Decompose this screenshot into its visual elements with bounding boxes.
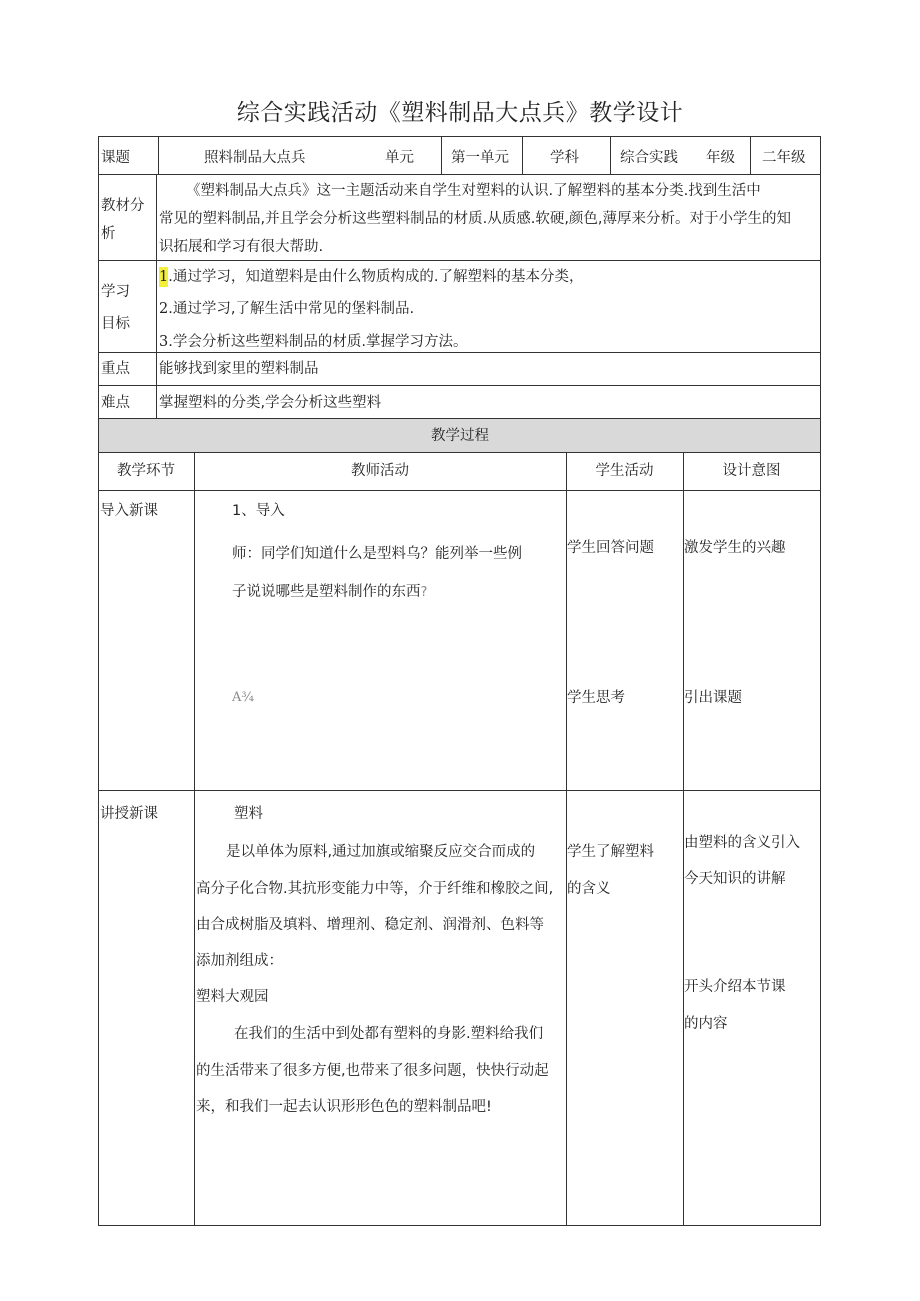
teacher-text-line: 由合成树脂及填料、增理剂、稳定剂、润滑剂、色料等 — [196, 917, 544, 933]
design-intent: 开头介绍本节课 — [684, 979, 786, 995]
analysis-label-line1: 教材分 — [101, 198, 145, 214]
objectives-label-line2: 目标 — [101, 316, 130, 332]
difficulty-label: 难点 — [101, 395, 130, 411]
objective-item: 3.学会分析这些塑料制品的材质.掌握学习方法。 — [159, 334, 468, 350]
design-intent: 激发学生的兴趣 — [684, 540, 786, 556]
analysis-label-line2: 析 — [101, 226, 116, 242]
design-intent: 引出课题 — [684, 690, 742, 706]
process-header: 教学过程 — [431, 428, 489, 444]
column-header-stage: 教学环节 — [117, 463, 175, 479]
table-rule — [156, 174, 157, 419]
key-point-label: 重点 — [101, 361, 130, 377]
column-header-intent: 设计意图 — [722, 463, 781, 479]
teacher-text-line: 师：同学们知道什么是型料乌？能列举一些例 — [232, 546, 522, 562]
teacher-text-line: 来，和我们一起去认识形形色色的塑料制品吧! — [196, 1099, 492, 1115]
unit-value: 第一单元 — [451, 150, 509, 166]
analysis-text-line3: 识拓展和学习有很大帮助. — [159, 239, 324, 255]
student-activity: 学生了解塑料 — [567, 844, 654, 860]
analysis-text-line1: 《塑料制品大点兵》这一主题活动来自学生对塑料的认识.了解塑料的基本分类.找到生活中 — [186, 183, 761, 199]
table-rule — [98, 1225, 821, 1226]
page-title: 综合实践活动《塑料制品大点兵》教学设计 — [236, 100, 684, 126]
difficulty-text: 掌握塑料的分类,学会分析这些塑料 — [159, 395, 382, 411]
student-activity: 学生思考 — [567, 690, 625, 706]
table-rule — [98, 790, 821, 791]
unit-label: 单元 — [385, 150, 414, 166]
teacher-text-line: 子说说哪些是塑料制作的东西? — [232, 584, 428, 600]
subject-value: 综合实践 — [620, 150, 678, 166]
table-rule — [98, 352, 821, 353]
teacher-section-title: 塑料大观园 — [196, 989, 269, 1005]
grade-value: 二年级 — [762, 150, 806, 166]
analysis-text-line2: 常见的塑料制品,并且学会分析这些塑料制品的材质.从质感.软硬,颜色,薄厚来分析。对于小学生的知 — [159, 211, 792, 227]
teacher-step: 1、导入 — [232, 503, 285, 519]
table-rule — [750, 136, 751, 174]
design-intent: 的内容 — [684, 1016, 728, 1032]
table-rule — [98, 385, 821, 386]
highlight-marker: 1 — [159, 269, 169, 285]
table-rule — [98, 418, 821, 419]
design-intent: 由塑料的含义引入 — [684, 835, 800, 851]
design-intent: 今天知识的讲解 — [684, 871, 786, 887]
teacher-text-line: 的生活带来了很多方便,也带来了很多问题，快快行动起 — [196, 1063, 549, 1079]
table-rule — [98, 490, 821, 491]
table-rule — [158, 136, 159, 174]
table-rule — [194, 452, 195, 1226]
table-rule — [98, 136, 821, 137]
stage-new-lesson: 讲授新课 — [100, 806, 158, 822]
table-rule — [98, 174, 821, 175]
student-activity: 学生回答问题 — [567, 540, 654, 556]
objective-item: 2.通过学习,了解生活中常见的堡料制品. — [159, 301, 415, 317]
teacher-text-line: 高分子化合物.其抗形变能力中等，介于纤维和橡胶之间, — [196, 881, 554, 897]
column-header-teacher: 教师活动 — [351, 463, 409, 479]
objectives-label-line1: 学习 — [101, 284, 130, 300]
grade-label: 年级 — [706, 150, 735, 166]
table-rule — [98, 452, 821, 453]
objective-item: 1.通过学习，知道塑料是由什么物质构成的.了解塑料的基本分类， — [159, 269, 584, 285]
stage-intro: 导入新课 — [100, 503, 158, 519]
teacher-text-line: 是以单体为原料,通过加旗或缩聚反应交合而成的 — [226, 844, 536, 860]
teacher-text-line: 添加剂组成： — [196, 953, 283, 969]
teacher-text-line: 在我们的生活中到处都有塑料的身影.塑料给我们 — [234, 1026, 544, 1042]
table-rule — [441, 136, 442, 174]
topic-value: 照料制品大点兵 — [204, 150, 306, 166]
column-header-student: 学生活动 — [595, 463, 654, 479]
key-point-text: 能够找到家里的塑料制品 — [159, 361, 319, 377]
teacher-heading: 塑料 — [234, 806, 263, 822]
table-rule — [98, 260, 821, 261]
teacher-symbol: A¾ — [232, 690, 254, 705]
subject-label: 学科 — [550, 150, 579, 166]
table-rule — [522, 136, 523, 174]
table-rule — [566, 452, 567, 1226]
student-activity: 的含义 — [567, 881, 611, 897]
topic-label: 课题 — [101, 150, 130, 166]
table-rule — [820, 136, 821, 1226]
table-rule — [610, 136, 611, 174]
table-rule — [98, 136, 99, 1226]
